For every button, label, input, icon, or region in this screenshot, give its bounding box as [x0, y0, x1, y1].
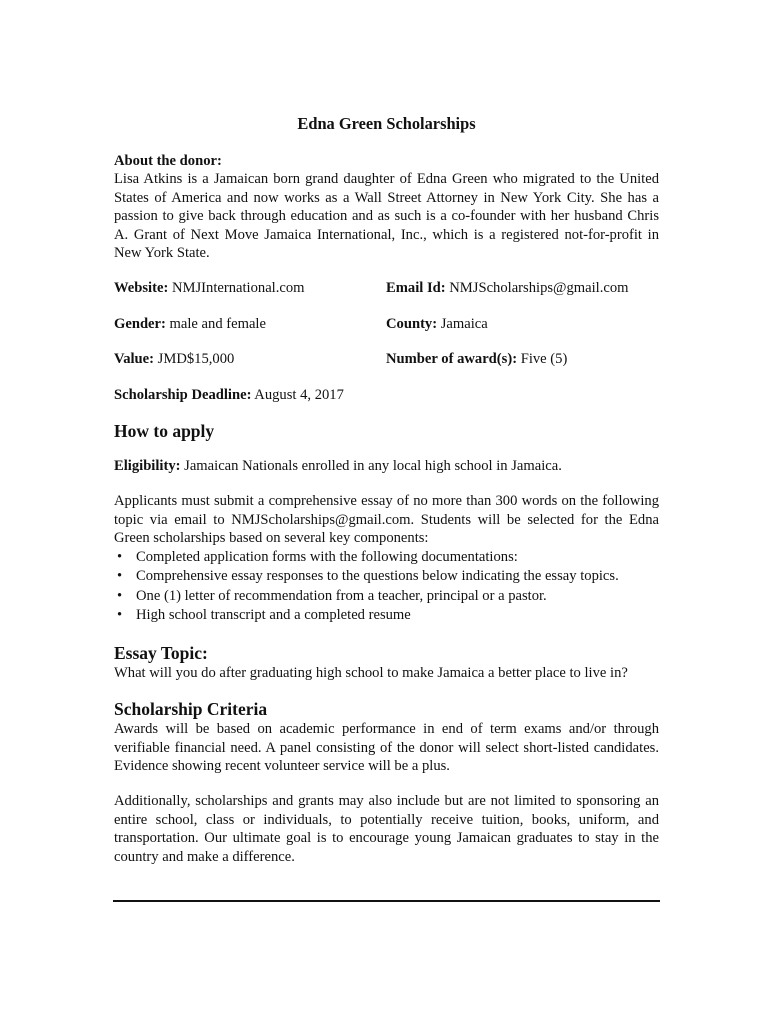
gender-label: Gender:	[114, 315, 166, 332]
website-label: Website:	[114, 280, 169, 297]
additional-text: Additionally, scholarships and grants may also include but are not limited to sponsoring an entire school, class or individuals, to potentially receive tuition, books, uniform, and transportation. Our ultimate goal is to encourage young Jamaican graduates to stay in the country and make a difference.	[114, 793, 659, 865]
email-value: NMJScholarships@gmail.com	[445, 280, 629, 297]
county-field	[386, 315, 659, 333]
bullet-icon: •	[117, 587, 123, 604]
gender-value: male and female	[165, 315, 266, 332]
essay-text: What will you do after graduating high school to make Jamaica a better place to live in?	[114, 664, 628, 681]
county-value: Jamaica	[437, 315, 488, 332]
deadline-field	[114, 386, 659, 404]
awards-field	[386, 350, 659, 368]
eligibility-value: Jamaican Nationals enrolled in any local high school in Jamaica.	[180, 458, 562, 475]
value-value: JMD$15,000	[154, 351, 235, 368]
awards-label: Number of award(s):	[386, 351, 518, 368]
list-item	[114, 606, 659, 626]
document-body	[114, 114, 659, 866]
deadline-label: Scholarship Deadline:	[114, 386, 252, 403]
gender-field	[114, 315, 386, 333]
value-label: Value:	[114, 351, 155, 368]
list-item-text: One (1) letter of recommendation from a teacher, principal or a pastor.	[136, 587, 547, 604]
list-item-text: Comprehensive essay responses to the questions below indicating the essay topics.	[136, 568, 619, 585]
email-field	[386, 279, 659, 297]
deadline-value: August 4, 2017	[251, 386, 344, 403]
website-value: NMJInternational.com	[168, 280, 305, 297]
eligibility-line	[114, 457, 659, 475]
list-item	[114, 587, 659, 607]
value-field	[114, 350, 386, 368]
list-item-text: High school transcript and a completed resume	[136, 607, 411, 624]
list-item	[114, 567, 659, 587]
about-text: Lisa Atkins is a Jamaican born grand daughter of Edna Green who migrated to the United States of America and now works as a Wall Street Attorney in New York City. She has a passion to give back through education and as such is a co-founder with her husband Chris A. Grant of Next Move Jamaica International, Inc., which is a registered not-for-profit in New York State.	[114, 171, 659, 262]
details-grid	[114, 279, 659, 368]
eligibility-label: Eligibility:	[114, 458, 181, 475]
bullet-icon: •	[117, 568, 123, 585]
website-field	[114, 279, 386, 297]
page-title: Edna Green Scholarships	[297, 114, 476, 133]
email-label: Email Id:	[386, 280, 446, 297]
criteria-heading: Scholarship Criteria	[114, 699, 268, 720]
list-item	[114, 548, 659, 568]
about-heading: About the donor:	[114, 153, 222, 169]
county-label: County:	[386, 315, 438, 332]
list-item-text: Completed application forms with the following documentations:	[136, 548, 518, 565]
bullet-icon: •	[117, 607, 123, 624]
awards-value: Five (5)	[517, 351, 568, 368]
components-list	[114, 548, 659, 626]
essay-heading: Essay Topic:	[114, 642, 208, 663]
criteria-text: Awards will be based on academic performance in end of term exams and/or through verifiable financial need. A panel consisting of the donor will select short-listed candidates. Evidence showing recent volunteer service will be a plus.	[114, 721, 659, 774]
how-to-apply-heading: How to apply	[114, 421, 215, 442]
bullet-icon: •	[117, 548, 123, 565]
footer-divider	[113, 900, 660, 902]
applicants-text: Applicants must submit a comprehensive essay of no more than 300 words on the following topic via email to NMJScholarships@gmail.com. Students will be selected for the Edna Green scholarships based on several key components:	[114, 493, 659, 547]
